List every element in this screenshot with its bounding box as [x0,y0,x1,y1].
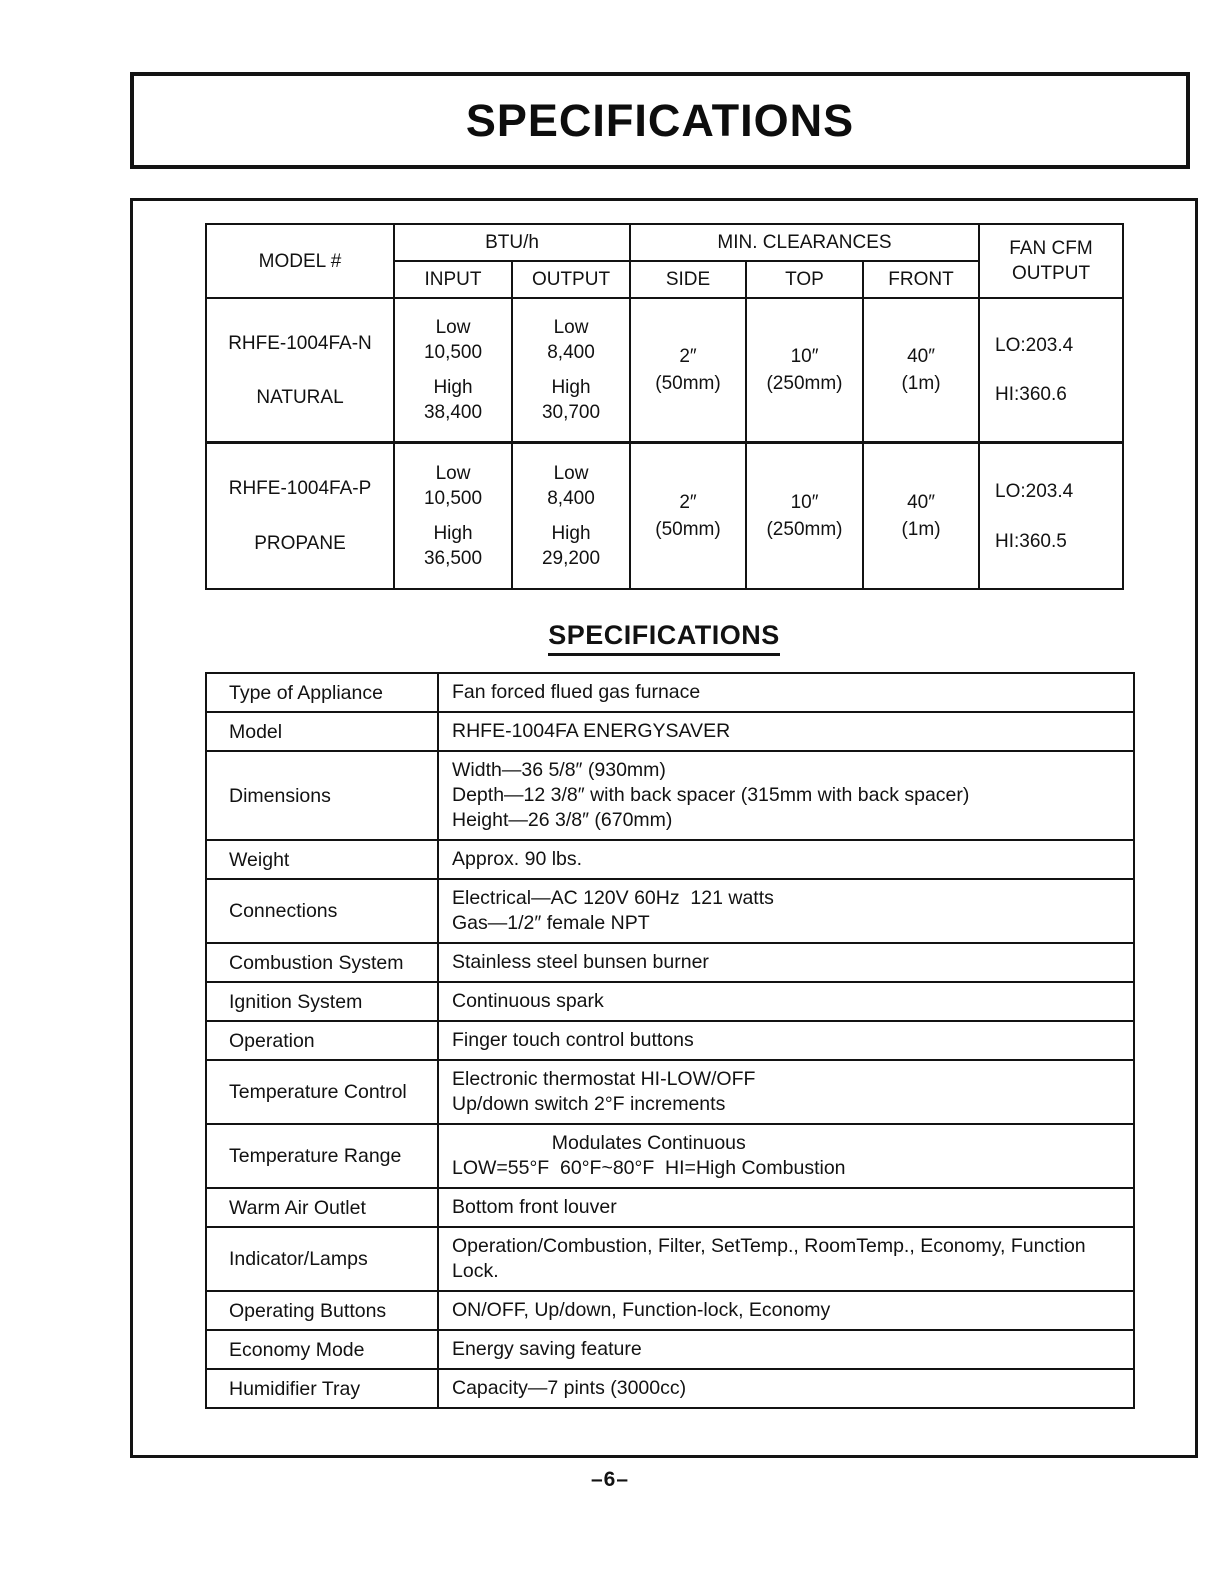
spec-value-line: Width—36 5/8″ (930mm) [452,759,666,781]
spec-row [207,1125,1133,1189]
front-metric: (1m) [901,373,941,394]
spec-row [207,1061,1133,1125]
col-header-input: INPUT [395,262,513,299]
side-metric: (50mm) [655,373,721,394]
spec-label: Temperature Range [207,1125,439,1187]
top-inches: 10″ [790,492,819,513]
spec-value-line: Electronic thermostat HI-LOW/OFF [452,1068,756,1090]
model-number: RHFE-1004FA-N [228,332,372,354]
output-high-label: High [551,523,591,544]
spec-label: Connections [207,880,439,942]
input-high-value: 36,500 [423,548,483,569]
input-high-label: High [433,377,473,398]
spec-row [207,880,1133,944]
output-high-label: High [551,377,591,398]
fan-header-line1: FAN CFM [1009,238,1093,259]
fan-header-line2: OUTPUT [1011,263,1091,284]
section-heading-wrap [133,620,1195,656]
spec-label: Dimensions [207,752,439,839]
spec-label: Type of Appliance [207,674,439,711]
spec-value [439,1189,1133,1226]
spec-value [439,880,1133,942]
spec-value-line: Height—26 3/8″ (670mm) [452,809,673,831]
page-number: –6– [590,1468,630,1491]
front-inches: 40″ [907,492,935,513]
spec-value-line: Depth—12 3/8″ with back spacer (315mm with back spacer) [452,784,970,806]
clearance-top-cell [747,444,864,588]
spec-value [439,674,1133,711]
spec-row [207,1189,1133,1228]
clearance-front-cell [864,299,980,444]
spec-label: Humidifier Tray [207,1370,439,1407]
spec-value-line: Electrical—AC 120V 60Hz 121 watts [452,887,774,909]
output-low-value: 8,400 [547,342,595,363]
spec-label: Temperature Control [207,1061,439,1123]
input-low-value: 10,500 [423,342,483,363]
side-inches: 2″ [679,346,697,367]
spec-row [207,674,1133,713]
spec-row [207,841,1133,880]
spec-row [207,1022,1133,1061]
output-low-value: 8,400 [547,488,595,509]
input-high-label: High [433,523,473,544]
spec-value [439,1228,1133,1290]
clearance-top-cell [747,299,864,444]
spec-label: Combustion System [207,944,439,981]
spec-label: Operation [207,1022,439,1059]
side-inches: 2″ [679,492,697,513]
output-high-value: 29,200 [541,548,601,569]
spec-row [207,983,1133,1022]
spec-label: Economy Mode [207,1331,439,1368]
fan-cfm-cell [980,299,1122,444]
fan-lo-value: LO:203.4 [995,335,1074,356]
top-metric: (250mm) [766,373,843,394]
col-header-fan-cfm-output [980,225,1122,299]
spec-label: Model [207,713,439,750]
spec-label: Ignition System [207,983,439,1020]
spec-value-line: Modulates Continuous [551,1132,746,1154]
spec-label: Operating Buttons [207,1292,439,1329]
spec-value-line: Up/down switch 2°F increments [452,1093,726,1115]
input-low-label: Low [435,463,471,484]
spec-value-line: Fan forced flued gas furnace [452,681,701,703]
spec-value-line: Approx. 90 lbs. [452,848,583,870]
input-low-value: 10,500 [423,488,483,509]
spec-row [207,1228,1133,1292]
spec-value-line: Operation/Combustion, Filter, SetTemp., RoomTemp., Economy, Function Lock. [452,1235,1092,1282]
spec-row [207,713,1133,752]
fan-cfm-cell [980,444,1122,588]
spec-value-line: ON/OFF, Up/down, Function-lock, Economy [452,1299,831,1321]
spec-value-block [452,1131,846,1181]
page-title: SPECIFICATIONS [465,94,855,146]
col-header-min-clearances: MIN. CLEARANCES [631,225,980,262]
spec-label: Weight [207,841,439,878]
input-low-label: Low [435,317,471,338]
gas-type: NATURAL [256,386,344,408]
spec-value-line: Capacity—7 pints (3000cc) [452,1377,687,1399]
spec-value [439,713,1133,750]
spec-value-line: RHFE-1004FA ENERGYSAVER [452,720,731,742]
spec-row [207,1292,1133,1331]
clearance-side-cell [631,299,747,444]
model-number: RHFE-1004FA-P [228,478,372,499]
side-metric: (50mm) [655,519,721,540]
clearance-front-cell [864,444,980,588]
section-heading: SPECIFICATIONS [548,620,780,656]
col-header-output: OUTPUT [513,262,631,299]
spec-value [439,1292,1133,1329]
spec-row [207,752,1133,841]
spec-label: Warm Air Outlet [207,1189,439,1226]
top-metric: (250mm) [766,519,843,540]
spec-value-line: Continuous spark [452,990,604,1012]
fan-hi-value: HI:360.5 [995,530,1067,552]
spec-row [207,1370,1133,1407]
spec-value-line: LOW=55°F 60°F~80°F HI=High Combustion [452,1157,846,1179]
spec-value [439,752,1133,839]
output-high-value: 30,700 [541,402,601,423]
col-header-front: FRONT [864,262,980,299]
spec-row [207,1331,1133,1370]
title-banner [130,72,1190,169]
output-low-label: Low [553,463,589,484]
spec-value [439,983,1133,1020]
model-ratings-table [205,223,1124,590]
spec-label: Indicator/Lamps [207,1228,439,1290]
output-low-label: Low [553,317,589,338]
spec-value [439,1370,1133,1407]
spec-value [439,1331,1133,1368]
top-inches: 10″ [790,346,819,367]
spec-value-line: Gas—1/2″ female NPT [452,912,650,934]
specifications-table [205,672,1135,1409]
btu-input-cell [395,299,513,444]
table-row-propane-model [207,444,395,588]
clearance-side-cell [631,444,747,588]
spec-value [439,1061,1133,1123]
spec-row [207,944,1133,983]
col-header-side: SIDE [631,262,747,299]
btu-input-cell [395,444,513,588]
spec-value [439,944,1133,981]
fan-lo-value: LO:203.4 [995,480,1074,502]
table-row-natural-model [207,299,395,444]
spec-value [439,1125,1133,1187]
front-inches: 40″ [907,346,935,367]
front-metric: (1m) [901,519,941,540]
gas-type: PROPANE [254,533,346,554]
col-header-btuh: BTU/h [395,225,631,262]
spec-value [439,1022,1133,1059]
col-header-model: MODEL # [207,225,395,299]
input-high-value: 38,400 [423,402,483,423]
fan-hi-value: HI:360.6 [995,384,1067,405]
spec-value-line: Finger touch control buttons [452,1029,694,1051]
btu-output-cell [513,444,631,588]
spec-value-line: Stainless steel bunsen burner [452,951,709,973]
content-frame [130,198,1198,1458]
btu-output-cell [513,299,631,444]
spec-value [439,841,1133,878]
spec-value-line: Bottom front louver [452,1196,617,1218]
col-header-top: TOP [747,262,864,299]
spec-value-line: Energy saving feature [452,1338,642,1360]
